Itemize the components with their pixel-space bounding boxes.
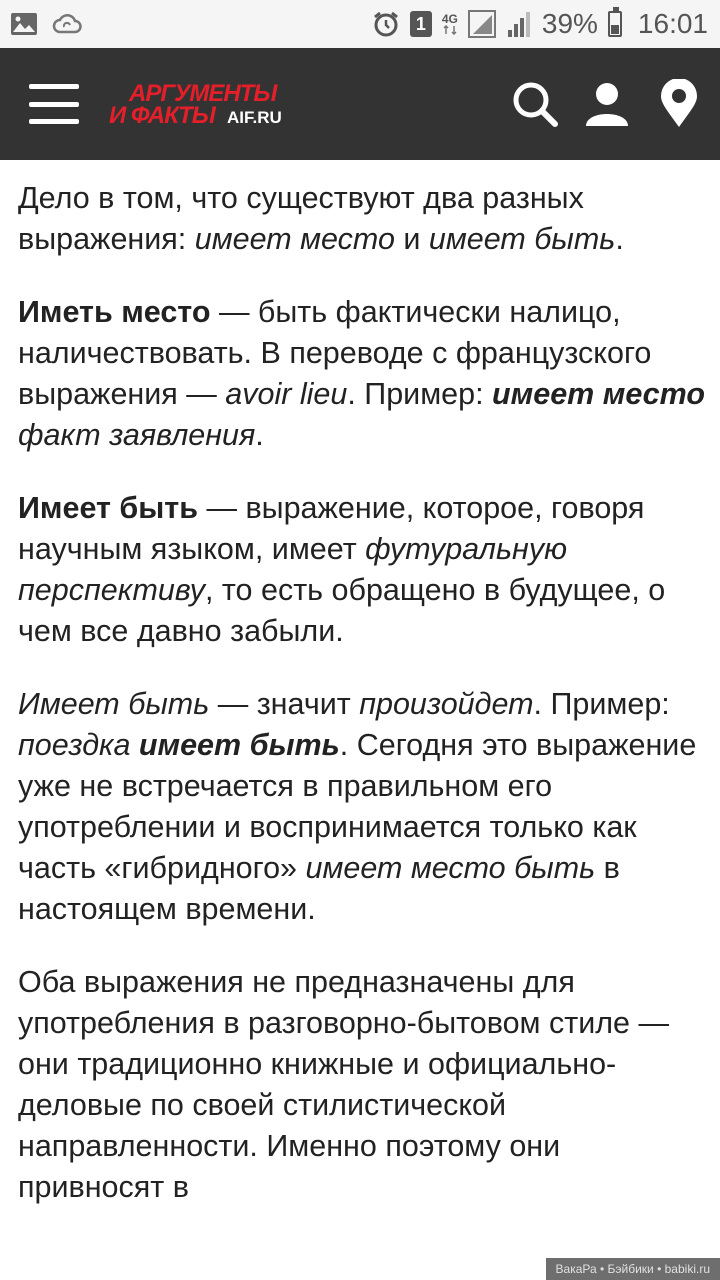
network-type-icon: 4G [442, 13, 458, 35]
article-body [18, 178, 708, 1240]
location-pin-icon[interactable] [654, 79, 704, 129]
signal-icon-1 [468, 10, 496, 38]
alarm-icon [372, 10, 400, 38]
battery-icon [608, 11, 622, 37]
paragraph-3: Имеет быть — выражение, которое, говоря научным языком, имеет футуральную перспективу, то есть обращено в будущее, о чем все давно забыли. [18, 491, 666, 648]
logo-domain: AIF.RU [227, 108, 282, 127]
signal-icon-2 [506, 10, 532, 38]
battery-percent: 39% [541, 8, 598, 39]
site-logo[interactable] [109, 74, 309, 134]
paragraph-4: Имеет быть — значит произойдет. Пример: поездка имеет быть. Сегодня это выражение уже не встречается в правильном его употреблении и воспринимается только как часть «гибридного» имеет место быть в настоящем времени. [18, 687, 697, 926]
paragraph-5: Оба выражения не предназначены для употребления в разговорно-бытовом стиле — они традиционно книжные и официально-деловые по своей стилистической направленности. Именно поэтому они привносят в [18, 965, 669, 1204]
menu-icon[interactable] [29, 84, 79, 124]
paragraph-1: Дело в том, что существуют два разных выражения: имеет место и имеет быть. [18, 181, 624, 256]
sim-icon: 1 [410, 11, 432, 37]
logo-text-bottom: И ФАКТЫ [109, 102, 215, 129]
logo-text-top: АРГУМЕНТЫ [129, 80, 277, 107]
cloud-sync-icon [52, 12, 82, 36]
watermark: ВакаРа • Бэйбики • babiki.ru [546, 1258, 720, 1280]
paragraph-2: Иметь место — быть фактически налицо, наличествовать. В переводе с французского выражения — avoir lieu. Пример: имеет место факт заявления. [18, 295, 705, 452]
clock: 16:01 [637, 8, 708, 39]
site-header [0, 48, 720, 160]
user-icon[interactable] [582, 79, 632, 129]
search-icon[interactable] [510, 79, 560, 129]
status-bar [0, 0, 720, 48]
gallery-icon [10, 12, 38, 36]
